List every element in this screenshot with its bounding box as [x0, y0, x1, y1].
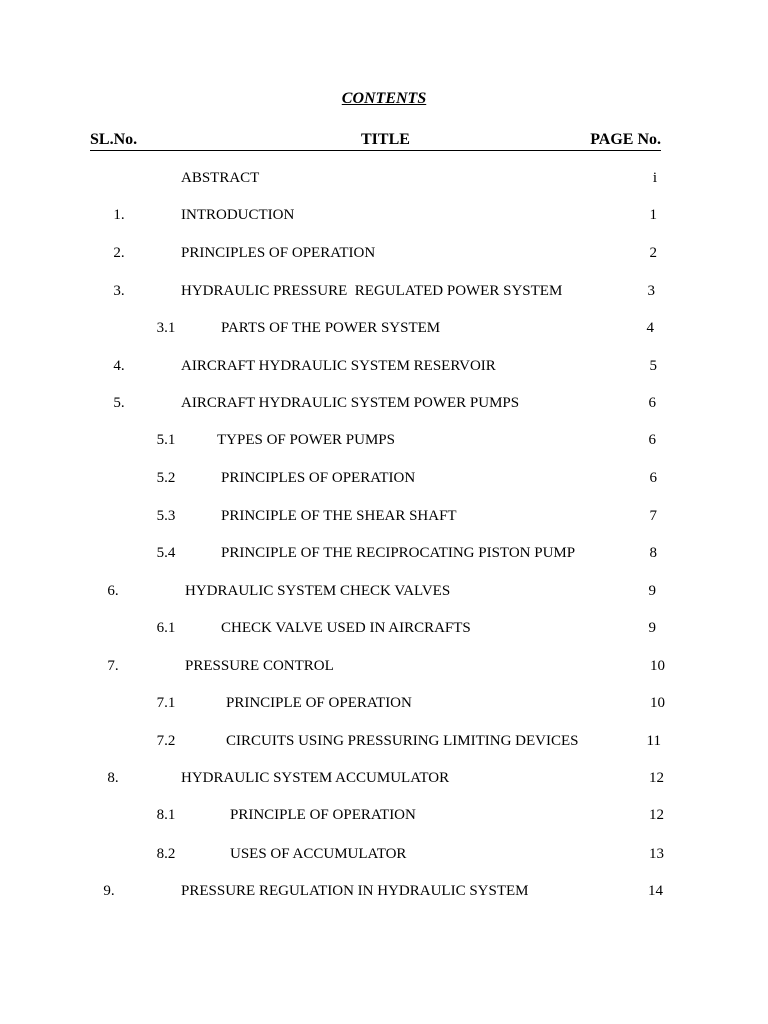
toc-entry: [0, 281, 768, 301]
toc-entry-number: 5.1: [156, 432, 176, 448]
toc-entry-number: 6.: [107, 583, 119, 599]
toc-entry-number: 9.: [103, 883, 115, 899]
toc-entry: [0, 805, 768, 825]
toc-entry-page: 1: [649, 207, 657, 223]
toc-entry: [0, 693, 768, 713]
toc-entry-number: 5.4: [156, 545, 176, 561]
toc-entry-number: 2.: [113, 245, 125, 261]
toc-entry-title: PRINCIPLE OF THE SHEAR SHAFT: [221, 508, 457, 524]
toc-entry-page: 3: [647, 283, 655, 299]
toc-entry: [0, 881, 768, 901]
toc-entry-page: 4: [646, 320, 654, 336]
toc-entry: [0, 618, 768, 638]
toc-entry-title: CIRCUITS USING PRESSURING LIMITING DEVICES: [226, 733, 579, 749]
toc-entry-number: 4.: [113, 358, 125, 374]
toc-entry-title: CHECK VALVE USED IN AIRCRAFTS: [221, 620, 471, 636]
toc-entry-page: 9: [648, 583, 656, 599]
toc-entry-number: 3.1: [156, 320, 176, 336]
toc-entry-title: PRINCIPLE OF OPERATION: [226, 695, 412, 711]
toc-entry-title: INTRODUCTION: [181, 207, 295, 223]
toc-entry-title: PRESSURE REGULATION IN HYDRAULIC SYSTEM: [181, 883, 529, 899]
toc-entry-title: AIRCRAFT HYDRAULIC SYSTEM POWER PUMPS: [181, 395, 520, 411]
toc-entry-page: 8: [649, 545, 657, 561]
toc-entry: [0, 731, 768, 751]
toc-entry-number: 7.2: [156, 733, 176, 749]
toc-entry-number: 8.: [107, 770, 119, 786]
toc-entry-title: PRESSURE CONTROL: [185, 658, 334, 674]
toc-entry-page: 11: [646, 733, 661, 749]
toc-entry-page: 12: [649, 807, 664, 823]
toc-entry: [0, 356, 768, 376]
toc-entry-title: ABSTRACT: [181, 170, 260, 186]
toc-entry-page: 6: [649, 470, 657, 486]
toc-entry-number: 7.1: [156, 695, 176, 711]
toc-entry-page: 2: [649, 245, 657, 261]
toc-entry: [0, 318, 768, 338]
toc-entry-number: 5.3: [156, 508, 176, 524]
toc-entry-title: PARTS OF THE POWER SYSTEM: [221, 320, 441, 336]
toc-entry-page: 5: [649, 358, 657, 374]
toc-entry-page: 6: [648, 432, 656, 448]
toc-entry-title: PRINCIPLE OF THE RECIPROCATING PISTON PUMP: [221, 545, 576, 561]
toc-entry-title: TYPES OF POWER PUMPS: [217, 432, 395, 448]
page-title: CONTENTS: [341, 90, 427, 107]
toc-entry: [0, 844, 768, 864]
toc-entry-number: 6.1: [156, 620, 176, 636]
toc-entry-title: PRINCIPLES OF OPERATION: [181, 245, 376, 261]
toc-entry-page: i: [652, 170, 657, 186]
toc-entry-number: 7.: [107, 658, 119, 674]
toc-entry-page: 13: [649, 846, 664, 862]
toc-entry-number: 3.: [113, 283, 125, 299]
toc-entry: [0, 205, 768, 225]
toc-entry-title: PRINCIPLES OF OPERATION: [221, 470, 416, 486]
toc-entry-number: 8.1: [156, 807, 176, 823]
toc-entry-page: 10: [650, 695, 665, 711]
toc-entry-title: HYDRAULIC PRESSURE REGULATED POWER SYSTEM: [181, 283, 563, 299]
toc-entry-title: AIRCRAFT HYDRAULIC SYSTEM RESERVOIR: [181, 358, 496, 374]
toc-entry: [0, 168, 768, 188]
header-page-no: PAGE No.: [590, 131, 661, 148]
toc-entry: [0, 393, 768, 413]
toc-entry: [0, 543, 768, 563]
toc-entry: [0, 506, 768, 526]
toc-entry-number: 5.2: [156, 470, 176, 486]
toc-entry-page: 10: [650, 658, 665, 674]
header-sl-no: SL.No.: [90, 131, 138, 148]
toc-entry-number: 1.: [113, 207, 125, 223]
toc-entry: [0, 768, 768, 788]
toc-entry-title: PRINCIPLE OF OPERATION: [230, 807, 416, 823]
toc-entry: [0, 656, 768, 676]
toc-entry: [0, 468, 768, 488]
toc-entry-title: HYDRAULIC SYSTEM ACCUMULATOR: [181, 770, 450, 786]
toc-entry-page: 9: [648, 620, 656, 636]
toc-entry: [0, 243, 768, 263]
toc-entry-page: 7: [649, 508, 657, 524]
toc-entry-page: 6: [648, 395, 656, 411]
table-header: [90, 130, 661, 151]
toc-entry-title: USES OF ACCUMULATOR: [230, 846, 407, 862]
toc-entry-title: HYDRAULIC SYSTEM CHECK VALVES: [185, 583, 451, 599]
toc-entry-page: 12: [649, 770, 664, 786]
header-title: TITLE: [361, 131, 410, 148]
toc-entry-number: 8.2: [156, 846, 176, 862]
toc-entry-page: 14: [648, 883, 663, 899]
toc-entry: [0, 581, 768, 601]
toc-entry: [0, 430, 768, 450]
toc-entry-number: 5.: [113, 395, 125, 411]
